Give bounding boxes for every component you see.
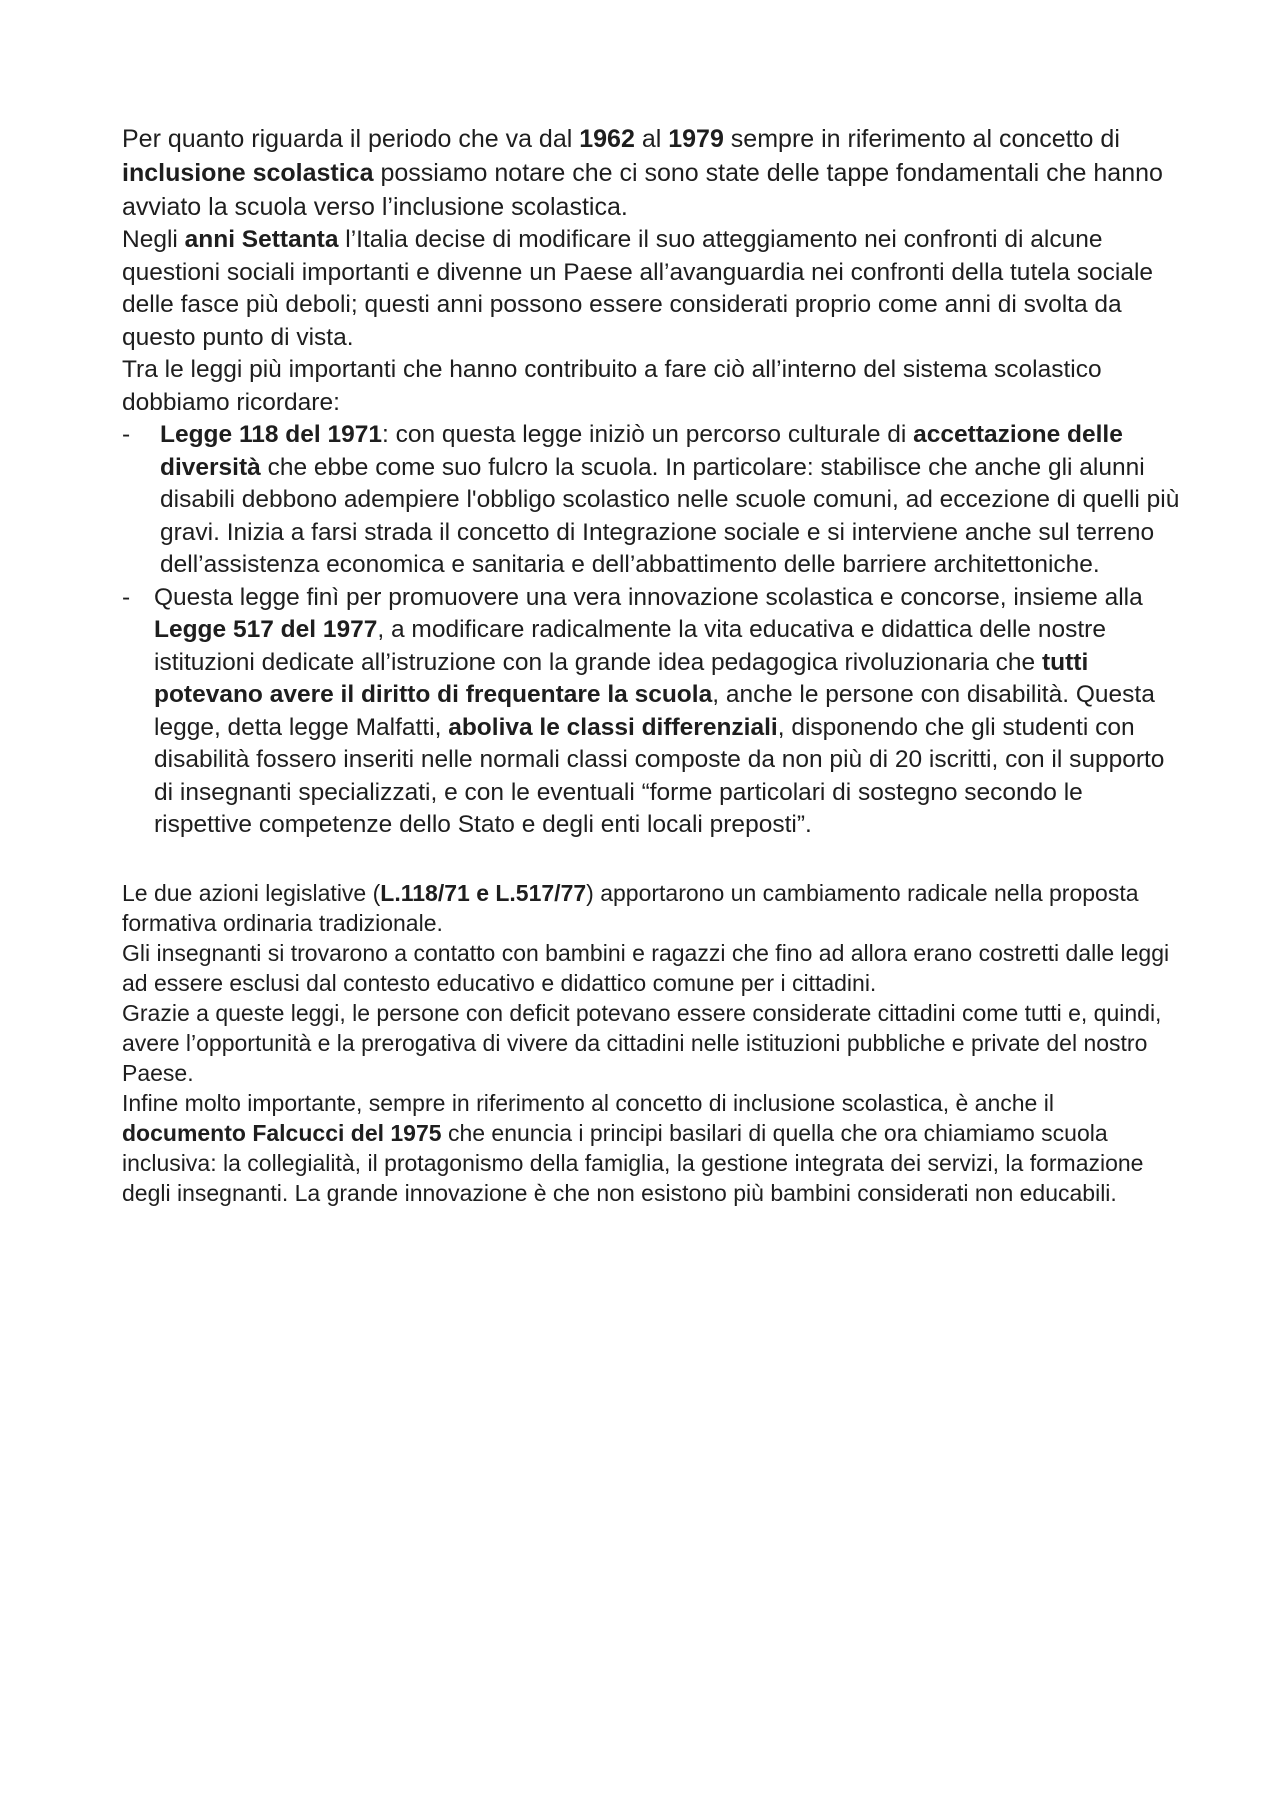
legge-517-text-2: , a modificare radicalmente la vita educativa e didattica delle nostre istituzioni dedicate all’istruzione con la grande idea pedagogica rivoluzionaria che <box>154 616 1106 676</box>
thanks-paragraph: Grazie a queste leggi, le persone con deficit potevano essere considerate cittadini come tutti e, quindi, avere l’opportunità e la prerogativa di vivere da cittadini nelle istituzioni pubbliche e private del nostro Paese. <box>122 999 1162 1086</box>
legge-517-term: Legge 517 del 1977 <box>154 616 378 643</box>
classi-differenziali-term: aboliva le classi differenziali <box>448 713 778 741</box>
seventies-paragraph <box>122 224 1182 354</box>
intro-text-4: possiamo notare che ci sono state delle tappe fondamentali che hanno avviato la scuola verso l’inclusione scolastica. <box>122 159 1163 221</box>
falcucci-paragraph <box>122 1088 1182 1208</box>
legge-118-text-2: che ebbe come suo fulcro la scuola. In particolare: stabilisce che anche gli alunni disabili debbono adempiere l'obbligo scolastico nelle scuole comuni, ad eccezione di quelli più gravi. Inizia a farsi strada il concetto di Integrazione sociale e si interviene anche sul terreno dell’assistenza economica e sanitaria e dell’abbattimento delle barriere architettoniche. <box>160 453 1180 578</box>
seventies-text-2: l’Italia decise di modificare il suo atteggiamento nei confronti di alcune questioni sociali importanti e divenne un Paese all’avanguardia nei confronti della tutela sociale delle fasce più deboli; questi anni possono essere considerati proprio come anni di svolta da questo punto di vista. <box>122 226 1154 351</box>
legge-118-term: Legge 118 del 1971 <box>160 421 382 448</box>
intro-text-1: Per quanto riguarda il periodo che va dal <box>122 125 580 153</box>
list-item-legge-517 <box>122 582 1182 842</box>
falcucci-text-2: che enuncia i principi basilari di quella che ora chiamiamo scuola inclusiva: la collegialità, il protagonismo della famiglia, la gestione integrata dei servizi, la formazione degli insegnanti. La grande innovazione è che non esistono più bambini considerati non educabili. <box>122 1119 1144 1206</box>
falcucci-text-1: Infine molto importante, sempre in riferimento al concetto di inclusione scolastica, è anche il <box>122 1089 1054 1116</box>
dash-marker: - <box>122 583 131 611</box>
legge-517-text-4: , disponendo che gli studenti con disabilità fossero inseriti nelle normali classi composte da non più di 20 iscritti, con il supporto di insegnanti specializzati, e con le eventuali “forme particolari di sostegno secondo le rispettive competenze dello Stato e degli enti locali preposti”. <box>154 713 1165 838</box>
documento-falcucci-term: documento Falcucci del 1975 <box>122 1119 442 1146</box>
seventies-text-1: Negli <box>122 226 185 253</box>
intro-text-3: sempre in riferimento al concetto di <box>723 125 1120 153</box>
actions-text-2: ) apportarono un cambiamento radicale nella proposta formativa ordinaria tradizionale. <box>122 879 1139 936</box>
diritto-frequentare-term: tutti potevano avere il diritto di frequentare la scuola <box>154 648 1089 708</box>
accettazione-diversita-term: accettazione delle diversità <box>160 421 1123 481</box>
legge-517-text-1: Questa legge finì per promuovere una vera innovazione scolastica e concorse, insieme alla <box>154 583 1143 611</box>
legge-118-text-1: : con questa legge iniziò un percorso culturale di <box>382 421 914 448</box>
intro-paragraph <box>122 122 1182 224</box>
inclusione-scolastica-term: inclusione scolastica <box>122 159 374 187</box>
list-item-legge-118 <box>122 419 1182 582</box>
teachers-paragraph: Gli insegnanti si trovarono a contatto con bambini e ragazzi che fino ad allora erano costretti dalle leggi ad essere esclusi dal contesto educativo e didattico comune per i cittadini. <box>122 939 1170 996</box>
laws-intro-paragraph: Tra le leggi più importanti che hanno contribuito a fare ciò all’interno del sistema scolastico dobbiamo ricordare: <box>122 356 1102 416</box>
actions-text-1: Le due azioni legislative ( <box>122 879 381 906</box>
laws-reference-term: L.118/71 e L.517/77 <box>380 879 587 906</box>
intro-text-2: al <box>634 125 669 153</box>
legge-517-text-3: , anche le persone con disabilità. Questa legge, detta legge Malfatti, <box>154 681 1155 741</box>
actions-paragraph <box>122 878 1182 938</box>
document-body <box>122 122 1182 1208</box>
laws-list <box>122 419 1182 842</box>
year-1979: 1979 <box>668 125 724 153</box>
paragraph-gap <box>122 842 1182 878</box>
dash-marker: - <box>122 421 131 448</box>
anni-settanta-term: anni Settanta <box>184 226 339 253</box>
year-1962: 1962 <box>579 125 635 153</box>
